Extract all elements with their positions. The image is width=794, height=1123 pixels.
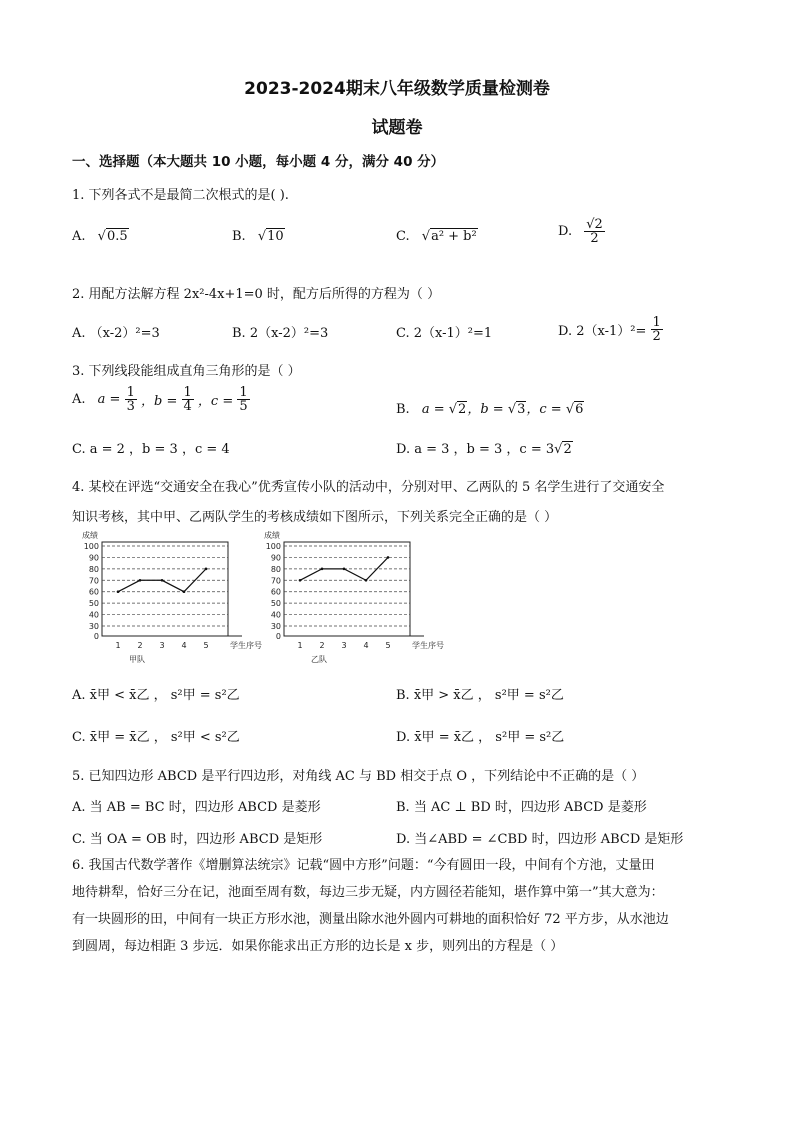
y-tick-label: 70 bbox=[88, 576, 99, 586]
x-tick-label: 4 bbox=[181, 641, 187, 650]
q5-option-d: D. 当∠ABD = ∠CBD 时，四边形 ABCD 是矩形 bbox=[396, 832, 684, 847]
data-point bbox=[205, 568, 208, 571]
section-heading: 一、选择题（本大题共 10 小题，每小题 4 分，满分 40 分） bbox=[72, 154, 445, 170]
data-point bbox=[321, 568, 324, 571]
y-tick-label: 30 bbox=[270, 622, 281, 631]
y-tick-label: 90 bbox=[88, 553, 99, 563]
y-tick-label: 40 bbox=[270, 610, 281, 620]
y-tick-label: 70 bbox=[270, 576, 281, 586]
question-5-stem: 5. 已知四边形 ABCD 是平行四边形，对角线 AC 与 BD 相交于点 O ，下列结论中不正确的是（ ） bbox=[72, 769, 645, 784]
chart-title: 甲队 bbox=[129, 655, 145, 664]
y-tick-label: 80 bbox=[88, 564, 99, 574]
data-point bbox=[139, 579, 142, 582]
y-tick-label: 50 bbox=[270, 599, 281, 609]
x-tick-label: 1 bbox=[115, 641, 121, 650]
question-3-stem: 3. 下列线段能组成直角三角形的是（ ） bbox=[72, 364, 301, 379]
data-point bbox=[161, 579, 164, 582]
y-axis-label: 成绩 bbox=[82, 531, 98, 540]
y-tick-label: 40 bbox=[88, 610, 99, 620]
y-tick-label: 80 bbox=[270, 564, 281, 574]
radicand: 0.5 bbox=[106, 229, 128, 244]
fraction: $\frac{√2}{2}$ bbox=[586, 217, 603, 246]
q2-option-c: C. 2（x-1）²=1 bbox=[396, 326, 493, 341]
x-tick-label: 3 bbox=[341, 641, 347, 650]
q2-option-d: D. 2（x-1）²= $\frac{1}{2}$ bbox=[558, 315, 661, 344]
y-tick-label: 60 bbox=[270, 587, 281, 597]
data-point bbox=[117, 590, 120, 593]
data-point bbox=[299, 579, 302, 582]
x-tick-label: 2 bbox=[319, 641, 325, 650]
data-point bbox=[387, 556, 390, 559]
question-6-line: 有一块圆形的田，中间有一块正方形水池，测量出除水池外圆内可耕地的面积恰好 72 平方步，从水池边 bbox=[72, 912, 669, 927]
q3-option-a: A. a = $\frac{1}{3}$ ，b = $\frac{1}{4}$ ，c = $\frac{1}{5}$ bbox=[72, 385, 248, 414]
q1-option-a: A. √0.5 bbox=[72, 229, 128, 244]
fraction: $\frac{1}{2}$ bbox=[652, 315, 661, 344]
q3-option-c: C. a = 2 ，b = 3 ，c = 4 bbox=[72, 442, 230, 457]
question-6-line: 地待耕犁，恰好三分在记，池面至周有数，每边三步无疑，内方圆径若能知，堪作算中第一”其大意为： bbox=[72, 885, 664, 900]
x-tick-label: 5 bbox=[385, 641, 391, 650]
x-axis-label: 学生序号 bbox=[412, 641, 444, 650]
q3-option-d: D. a = 3 ，b = 3 ，c = 3√2 bbox=[396, 442, 572, 457]
y-tick-label: 0 bbox=[93, 632, 99, 641]
option-label: D. bbox=[558, 224, 573, 239]
chart-team-jia bbox=[80, 528, 265, 666]
y-tick-label: 30 bbox=[88, 622, 99, 631]
q1-option-d bbox=[558, 218, 605, 245]
q4-option-a: A. x̄甲 < x̄乙 ， s²甲 = s²乙 bbox=[72, 688, 240, 703]
page-title: 2023-2024期末八年级数学质量检测卷 bbox=[244, 79, 550, 99]
data-point bbox=[365, 579, 368, 582]
q5-option-b: B. 当 AC ⊥ BD 时，四边形 ABCD 是菱形 bbox=[396, 800, 647, 815]
chart-title: 乙队 bbox=[311, 655, 327, 664]
plot-frame bbox=[284, 542, 410, 636]
page-subtitle: 试题卷 bbox=[371, 118, 423, 138]
x-tick-label: 2 bbox=[137, 641, 143, 650]
y-tick-label: 100 bbox=[265, 542, 281, 551]
question-6-text bbox=[72, 852, 669, 960]
chart-team-yi bbox=[262, 528, 462, 666]
q4-option-c: C. x̄甲 = x̄乙 ， s²甲 < s²乙 bbox=[72, 730, 240, 745]
q1-option-c: C. √a² + b² bbox=[396, 229, 477, 244]
option-label: C. bbox=[396, 229, 410, 244]
q3-option-b: B. a = √2，b = √3，c = √6 bbox=[396, 402, 584, 417]
x-axis-label: 学生序号 bbox=[230, 641, 262, 650]
x-tick-label: 4 bbox=[363, 641, 369, 650]
y-tick-label: 100 bbox=[83, 542, 99, 551]
option-label: A. bbox=[72, 229, 86, 244]
q2-option-a: A. （x-2）²=3 bbox=[72, 326, 160, 341]
q4-option-d: D. x̄甲 = x̄乙 ， s²甲 = s²乙 bbox=[396, 730, 565, 745]
question-6-line: 6. 我国古代数学著作《增删算法统宗》记载“圆中方形”问题：“今有圆田一段，中间有个方池，丈量田 bbox=[72, 858, 655, 873]
data-point bbox=[183, 590, 186, 593]
x-tick-label: 3 bbox=[159, 641, 165, 650]
q5-option-a: A. 当 AB = BC 时，四边形 ABCD 是菱形 bbox=[72, 800, 321, 815]
x-tick-label: 1 bbox=[297, 641, 303, 650]
q4-option-b: B. x̄甲 > x̄乙 ， s²甲 = s²乙 bbox=[396, 688, 564, 703]
question-4-stem-line-1: 4. 某校在评选“交通安全在我心”优秀宣传小队的活动中，分别对甲、乙两队的 5 名学生进行了交通安全 bbox=[72, 480, 665, 495]
data-point bbox=[343, 568, 346, 571]
question-4-stem-line-2: 知识考核，其中甲、乙两队学生的考核成绩如下图所示，下列关系完全正确的是（ ） bbox=[72, 510, 558, 525]
plot-frame bbox=[102, 542, 228, 636]
radicand: a² + b² bbox=[431, 229, 477, 244]
question-2-stem: 2. 用配方法解方程 2x²-4x+1=0 时，配方后所得的方程为（ ） bbox=[72, 287, 441, 302]
y-tick-label: 90 bbox=[270, 553, 281, 563]
y-tick-label: 50 bbox=[88, 599, 99, 609]
q5-option-c: C. 当 OA = OB 时，四边形 ABCD 是矩形 bbox=[72, 832, 323, 847]
radicand: 10 bbox=[267, 229, 284, 244]
x-tick-label: 5 bbox=[203, 641, 209, 650]
question-6-line: 到圆周，每边相距 3 步远．如果你能求出正方形的边长是 x 步，则列出的方程是（ ） bbox=[72, 939, 564, 954]
q1-option-b: B. √10 bbox=[232, 229, 284, 244]
question-1-stem: 1. 下列各式不是最简二次根式的是( ). bbox=[72, 188, 289, 203]
y-tick-label: 60 bbox=[88, 587, 99, 597]
y-tick-label: 0 bbox=[275, 632, 281, 641]
y-axis-label: 成绩 bbox=[264, 531, 280, 540]
option-label: B. bbox=[232, 229, 246, 244]
q2-option-b: B. 2（x-2）²=3 bbox=[232, 326, 329, 341]
